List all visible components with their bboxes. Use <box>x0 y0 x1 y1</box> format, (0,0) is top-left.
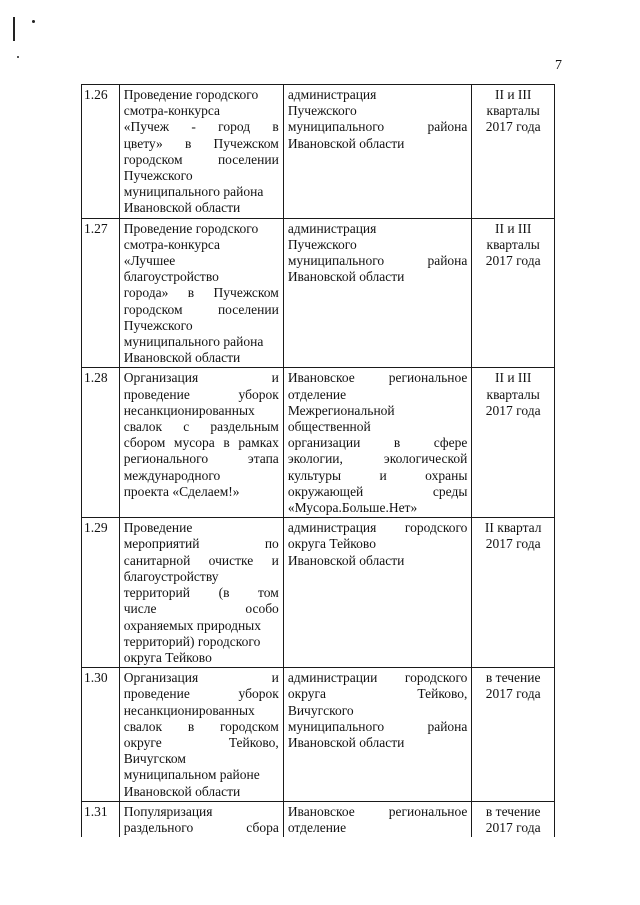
term-cell-line: 2017 года <box>485 402 541 418</box>
responsible-cell-line: муниципального района <box>287 119 468 135</box>
responsible-cell <box>283 85 472 219</box>
term-cell-line: 2017 года <box>485 536 541 552</box>
event-cell-line: проведение уборок <box>123 386 279 402</box>
event-cell-line: Проведение городского <box>123 220 259 236</box>
responsible-cell-line: Пучежского <box>287 103 357 119</box>
event-cell-line: Организация и <box>123 670 279 686</box>
responsible-cell-line: Ивановской области <box>287 734 405 750</box>
responsible-cell-line: «Мусора.Больше.Нет» <box>287 500 418 516</box>
responsible-cell-line: Ивановское региональное <box>287 803 468 819</box>
event-cell-line: несанкционированных <box>123 402 255 418</box>
responsible-cell-line: окружающей среды <box>287 483 468 499</box>
scan-mark-dot <box>32 20 35 23</box>
event-cell-line: числе особо <box>123 601 279 617</box>
table-row <box>82 218 555 368</box>
term-cell <box>472 218 555 368</box>
responsible-cell-line: муниципального района <box>287 253 468 269</box>
event-cell-line: свалок в городском <box>123 718 279 734</box>
event-cell-line: сбором мусора в рамках <box>123 435 279 451</box>
event-cell-line: цвету» в Пучежском <box>123 135 279 151</box>
responsible-cell-line: администрация городского <box>287 520 468 536</box>
event-cell <box>119 368 283 518</box>
responsible-cell-line: Ивановской области <box>287 552 405 568</box>
term-cell <box>472 518 555 668</box>
responsible-cell-line: округа Тейково, <box>287 686 468 702</box>
responsible-cell-line: Ивановской области <box>287 135 405 151</box>
responsible-cell-line: администрация <box>287 220 377 236</box>
event-cell-line: муниципального района <box>123 334 264 350</box>
event-cell-line: санитарной очистке и <box>123 552 279 568</box>
term-cell-line: II и III <box>494 87 532 102</box>
responsible-cell-line: отделение <box>287 386 347 402</box>
row-number: 1.31 <box>82 801 120 837</box>
event-cell-line: смотра-конкурса <box>123 236 220 252</box>
responsible-cell <box>283 218 472 368</box>
responsible-cell-line: муниципального района <box>287 718 468 734</box>
event-cell-line: муниципального района <box>123 184 264 200</box>
event-cell-line: Проведение городского <box>123 87 259 102</box>
event-cell-line: свалок с раздельным <box>123 419 279 435</box>
event-cell <box>119 85 283 219</box>
event-cell-line: Популяризация <box>123 803 213 819</box>
responsible-cell-line: Межрегиональной <box>287 402 395 418</box>
term-cell-line: кварталы <box>486 386 540 402</box>
event-cell <box>119 668 283 802</box>
term-cell-line: кварталы <box>486 236 540 252</box>
table-row <box>82 85 555 219</box>
term-cell-line: в течение <box>485 803 541 819</box>
event-cell-line: несанкционированных <box>123 702 255 718</box>
event-cell-line: Вичугском <box>123 751 186 767</box>
table-row <box>82 801 555 837</box>
table-row <box>82 518 555 668</box>
responsible-cell-line: Ивановское региональное <box>287 370 468 386</box>
row-number: 1.28 <box>82 368 120 518</box>
term-cell-line: в течение <box>485 670 541 686</box>
responsible-cell <box>283 368 472 518</box>
row-number: 1.30 <box>82 668 120 802</box>
responsible-cell-line: Вичугского <box>287 702 354 718</box>
event-cell-line: регионального этапа <box>123 451 279 467</box>
term-cell-line: II и III <box>494 370 532 386</box>
responsible-cell <box>283 518 472 668</box>
event-cell-line: города» в Пучежском <box>123 285 279 301</box>
term-cell-line: 2017 года <box>485 686 541 702</box>
term-cell <box>472 368 555 518</box>
event-cell-line: раздельного сбора <box>123 819 279 835</box>
event-cell-line: округа Тейково <box>123 649 212 665</box>
event-cell-line: муниципальном районе <box>123 767 260 783</box>
event-cell-line: городском поселении <box>123 301 279 317</box>
term-cell-line: кварталы <box>486 103 540 119</box>
term-cell-line: 2017 года <box>485 119 541 135</box>
event-cell <box>119 518 283 668</box>
event-cell-line: территорий (в том <box>123 585 279 601</box>
page-number: 7 <box>555 58 562 73</box>
event-cell-line: округе Тейково, <box>123 734 279 750</box>
responsible-cell-line: администрации городского <box>287 670 468 686</box>
event-cell-line: благоустройство <box>123 269 219 285</box>
responsible-cell-line: экологии, экологической <box>287 451 468 467</box>
responsible-cell-line: Пучежского <box>287 236 357 252</box>
event-cell-line: Ивановской области <box>123 350 241 366</box>
row-number: 1.29 <box>82 518 120 668</box>
responsible-cell-line: общественной <box>287 419 371 435</box>
event-cell-line: «Лучшее <box>123 253 176 269</box>
term-cell <box>472 801 555 837</box>
row-number: 1.26 <box>82 85 120 219</box>
event-cell-line: городском поселении <box>123 151 279 167</box>
responsible-cell <box>283 801 472 837</box>
event-cell-line: Пучежского <box>123 168 193 184</box>
responsible-cell-line: отделение <box>287 819 347 835</box>
event-cell-line: «Пучеж - город в <box>123 119 279 135</box>
event-cell-line: Ивановской области <box>123 783 241 799</box>
responsible-cell-line: организации в сфере <box>287 435 468 451</box>
event-cell-line: проведение уборок <box>123 686 279 702</box>
table-row <box>82 368 555 518</box>
responsible-cell-line: администрация <box>287 87 377 102</box>
event-cell <box>119 801 283 837</box>
term-cell-line: 2017 года <box>485 819 541 835</box>
event-cell-line: Проведение <box>123 520 193 536</box>
event-cell-line: международного <box>123 467 221 483</box>
event-cell-line: Организация и <box>123 370 279 386</box>
responsible-cell-line: культуры и охраны <box>287 467 468 483</box>
term-cell-line: II квартал <box>484 520 542 536</box>
row-number: 1.27 <box>82 218 120 368</box>
event-cell-line: Пучежского <box>123 317 193 333</box>
term-cell <box>472 668 555 802</box>
event-cell <box>119 218 283 368</box>
event-cell-line: Ивановской области <box>123 200 241 216</box>
table-row <box>82 668 555 802</box>
event-cell-line: благоустройству <box>123 568 219 584</box>
term-cell <box>472 85 555 219</box>
scan-mark-dot <box>17 56 19 58</box>
term-cell-line: II и III <box>494 220 532 236</box>
responsible-cell-line: округа Тейково <box>287 536 376 552</box>
event-cell-line: охраняемых природных <box>123 617 261 633</box>
responsible-cell <box>283 668 472 802</box>
event-cell-line: смотра-конкурса <box>123 103 220 119</box>
term-cell-line: 2017 года <box>485 253 541 269</box>
event-cell-line: мероприятий по <box>123 536 279 552</box>
measures-table <box>81 84 555 837</box>
event-cell-line: территорий) городского <box>123 633 261 649</box>
responsible-cell-line: Ивановской области <box>287 269 405 285</box>
event-cell-line: проекта «Сделаем!» <box>123 483 240 499</box>
scan-mark-bar <box>13 17 15 41</box>
